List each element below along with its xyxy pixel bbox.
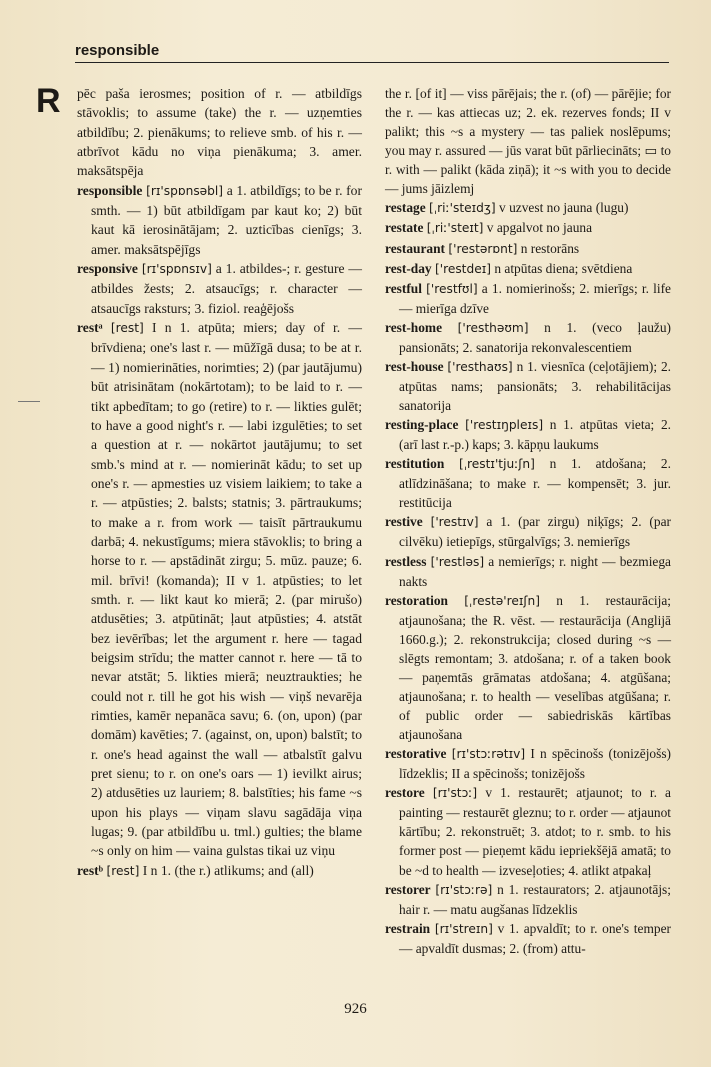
entry-pronunciation: [rɪ'stɔːrətɪv] [451,747,526,762]
entry-headword: restless [385,553,427,569]
entry-definition: I n 1. (the r.) atlikums; and (all) [142,862,314,878]
page-number: 926 [344,1001,367,1017]
entry-headword: responsible [77,182,143,198]
entry-headword: resting-place [385,417,459,433]
entry-definition: pēc paša ierosmes; position of r. — atbildīgs stāvoklis; to assume (take) the r. — uzņemties atbildību; 2. pienākums; to relieve smb. of his r. — atbrīvot kādu no viņa pienākuma; 3. amer. maksātspēja [77,86,362,179]
entry-definition: a 1. atbildīgs; to be r. for smth. — 1) būt atbildīgam par kaut ko; 2) būt kaut kā ierosinātājam; 2. uzticības cienīgs; 3. amer. maksātspējīgs [91,182,362,257]
entry-definition: a 1. (par zirgu) niķīgs; 2. (par cilvēku) ietiepīgs, stūrgalvīgs; 3. nemierīgs [399,514,671,550]
entry-pronunciation: ['restɪv] [430,515,479,530]
entry-headword: restoration [385,592,448,608]
entry-pronunciation: [ˌrestɪ'tjuːʃn] [458,457,535,472]
dictionary-entry [77,181,362,259]
dictionary-entry [385,880,671,919]
dictionary-entry [385,512,671,551]
entry-headword: restorer [385,881,431,897]
dictionary-entry [77,861,362,881]
entry-pronunciation: ['restləs] [430,554,485,569]
header-rule [75,62,669,63]
entry-pronunciation: ['restərɒnt] [448,241,518,256]
entry-definition: the r. [of it] — viss pārējais; the r. (of) — pārējie; for the r. — kas attiecas uz; 2. ek. rezerves fonds; II v palikt; this ~s a mystery — tas paliek noslēpums; you may r. assured — jūs varat būt pārliecināts; ▭ to r. with — palikt (kāda ziņā); it ~s with you to decide — jums jāizlemj [385,86,671,197]
entry-pronunciation: [ˌrestə'reɪʃn] [464,593,540,608]
left-column [77,84,362,881]
entry-headword: restitution [385,456,445,472]
entry-definition: I n spēcinošs (tonizējošs) līdzeklis; II a spēcinošs; tonizējošs [399,746,671,782]
entry-definition: a 1. atbildes-; r. gesture — atbildes žests; 2. atsaucīgs; r. character — atsaucīgs raksturs; 3. fiziol. reaģējošs [91,261,362,316]
entry-headword: rest-home [385,319,443,335]
entry-definition: v 1. apvaldīt; to r. one's temper — apvaldīt dusmas; 2. (from) attu- [399,920,671,956]
entry-pronunciation: ['resthaʊs] [447,359,513,374]
margin-mark [18,401,40,402]
dictionary-entry [385,552,671,591]
entry-definition: n 1. restaurācija; atjaunošana; the R. vēst. — restaurācija (Anglijā 1660.g.); 2. rekonstrukcija; closed during ~s — slēgts remontam; 3. atdošana; r. of a taken book — paņemtās grāmatas atdošana; 4. atgūšana; atjaunošana; r. to health — veselības atgūšana; r. of public order — sabiedriskās kārtības atjaunošana [399,592,671,743]
dictionary-entry [385,783,671,879]
entry-headword: restorative [385,746,447,762]
entry-definition: n restorāns [520,240,580,256]
entry-pronunciation: [rɪ'stɔː] [432,786,478,801]
dictionary-entry [77,318,362,861]
entry-pronunciation: [rɪ'spɒnsəbl] [146,183,224,198]
entry-pronunciation: ['restfʊl] [426,281,478,296]
entry-definition: v 1. restaurēt; atjaunot; to r. a painting — restaurēt gleznu; to r. order — atjaunot kārtību; 2. rekonstruēt; 3. atdot; to r. smb. to his former post — pieņemt kādu iepriekšējā amatā; to be ~d to health — izveseļoties; 4. atlikt atpakaļ [399,785,672,878]
entry-headword: restore [385,785,425,801]
entry-headword: restate [385,220,424,236]
entry-headword: rest-day [385,260,432,276]
dictionary-entry [385,279,671,318]
entry-headword: restive [385,514,423,530]
dictionary-entry [385,259,671,279]
right-column [385,84,671,958]
entry-definition: v uzvest no jauna (lugu) [499,200,629,216]
entry-pronunciation: [rɪ'spɒnsɪv] [141,262,212,277]
entry-pronunciation: [rest] [106,863,140,878]
entry-headword: restful [385,280,422,296]
entry-definition: n 1. atpūtas vieta; 2. (arī last r.-p.) kaps; 3. kāpņu laukums [399,417,671,453]
entry-definition: n 1. viesnīca (ceļotājiem); 2. atpūtas nams; pansionāts; 3. rehabilitācijas sanatorija [399,358,672,413]
entry-definition: n 1. (veco ļaužu) pansionāts; 2. sanatorija rekonvalescentiem [399,319,671,355]
dictionary-entry [77,84,362,181]
entry-pronunciation: [ˌriː'steɪt] [426,221,484,236]
dictionary-entry [385,415,671,454]
dictionary-entry [385,591,671,745]
dictionary-entry [385,454,671,512]
entry-pronunciation: ['restdeɪ] [434,261,491,276]
entry-headword: restrain [385,920,431,936]
entry-pronunciation: [rɪ'stɔːrə] [435,882,493,897]
entry-headword: restᵃ [77,320,103,336]
entry-headword: restaurant [385,240,446,256]
dictionary-entry [385,744,671,783]
entry-pronunciation: [rest] [110,321,144,336]
entry-headword: restᵇ [77,862,104,878]
dictionary-entry [385,919,671,958]
entry-headword: restage [385,200,426,216]
entry-definition: n 1. restaurators; 2. atjaunotājs; hair r. — matu augšanas līdzeklis [399,881,671,917]
entry-pronunciation: [ˌriː'steɪdʒ] [429,201,496,216]
entry-definition: n 1. atdošana; 2. atlīdzināšana; to make r. — kompensēt; 3. jur. restitūcija [399,456,671,511]
dictionary-entry [77,259,362,318]
dictionary-entry [385,318,671,357]
entry-headword: responsive [77,261,138,277]
dictionary-entry [385,198,671,218]
entry-definition: n atpūtas diena; svētdiena [494,260,633,276]
entry-definition: a 1. nomierinošs; 2. mierīgs; r. life — mierīga dzīve [399,280,671,316]
entry-headword: rest-house [385,358,444,374]
dictionary-entry [385,218,671,238]
letter-tab: R [36,82,61,120]
entry-pronunciation: [rɪ'streɪn] [434,921,493,936]
dictionary-entry [385,84,671,198]
running-head: responsible [75,42,160,59]
entry-definition: v apgalvot no jauna [486,220,593,236]
entry-definition: a nemierīgs; r. night — bezmiega nakts [399,553,671,589]
entry-definition: I n 1. atpūta; miers; day of r. — brīvdiena; one's last r. — mūžīgā dusa; to be at r. — 1) nomierināties, norimties; 2) (par jautājumu) būt atrisinātam (nokārtotam); to be laid to r. — tikt apbedītam; to go (retire) to r. — likties gulēt; to have a good night's r. — labi izgulēties; to set a question at r. — nokārtot jautājumu; to set smb.'s mind at r. — nomierināt kādu; to set up one's r. — apmesties uz visiem laikiem; to take a r. — atpūsties; 2. balsts; statnis; 3. pārtraukums; to make a r. from work — taisīt pārtraukumu darbā; 4. nekustīgums; miera stāvoklis; to bring a horse to r. — apstādināt zirgu; 5. mūz. pauze; 6. mil. brīvi! (komanda); II v 1. atpūsties; to let smth. r. — likt kaut ko mierā; 2. (par mirušo) atdusēties; 3. atpūtināt; ļaut atpūsties; 4. atstāt bez ievērības; let the argument r. here — tagad beigsim strīdu; the matter cannot r. here — tā to nevar atstāt; 5. likties mierā; neuztraukties; he could not r. till he got his wish — viņš nevarēja rimties, kamēr nepanāca savu; 6. (on, upon) (par domām) kavēties; 7. (against, on, upon) balstīt; to r. one's head against the wall — atbalstīt galvu pret sienu; to r. on one's oars — 1) ievilkt airus; 2) atdusēties uz lauriem; 8. balstīties; his fame ~s upon his plays — viņam slavu sagādāja viņa lugas; 9. (par atbildību u. tml.) gulties; the blame ~s only on him — vaina gulstas tikai uz viņu [91,320,362,859]
entry-pronunciation: ['resthəʊm] [457,320,529,335]
dictionary-entry [385,357,671,415]
entry-pronunciation: ['restɪŋpleɪs] [465,418,544,433]
dictionary-entry [385,239,671,259]
